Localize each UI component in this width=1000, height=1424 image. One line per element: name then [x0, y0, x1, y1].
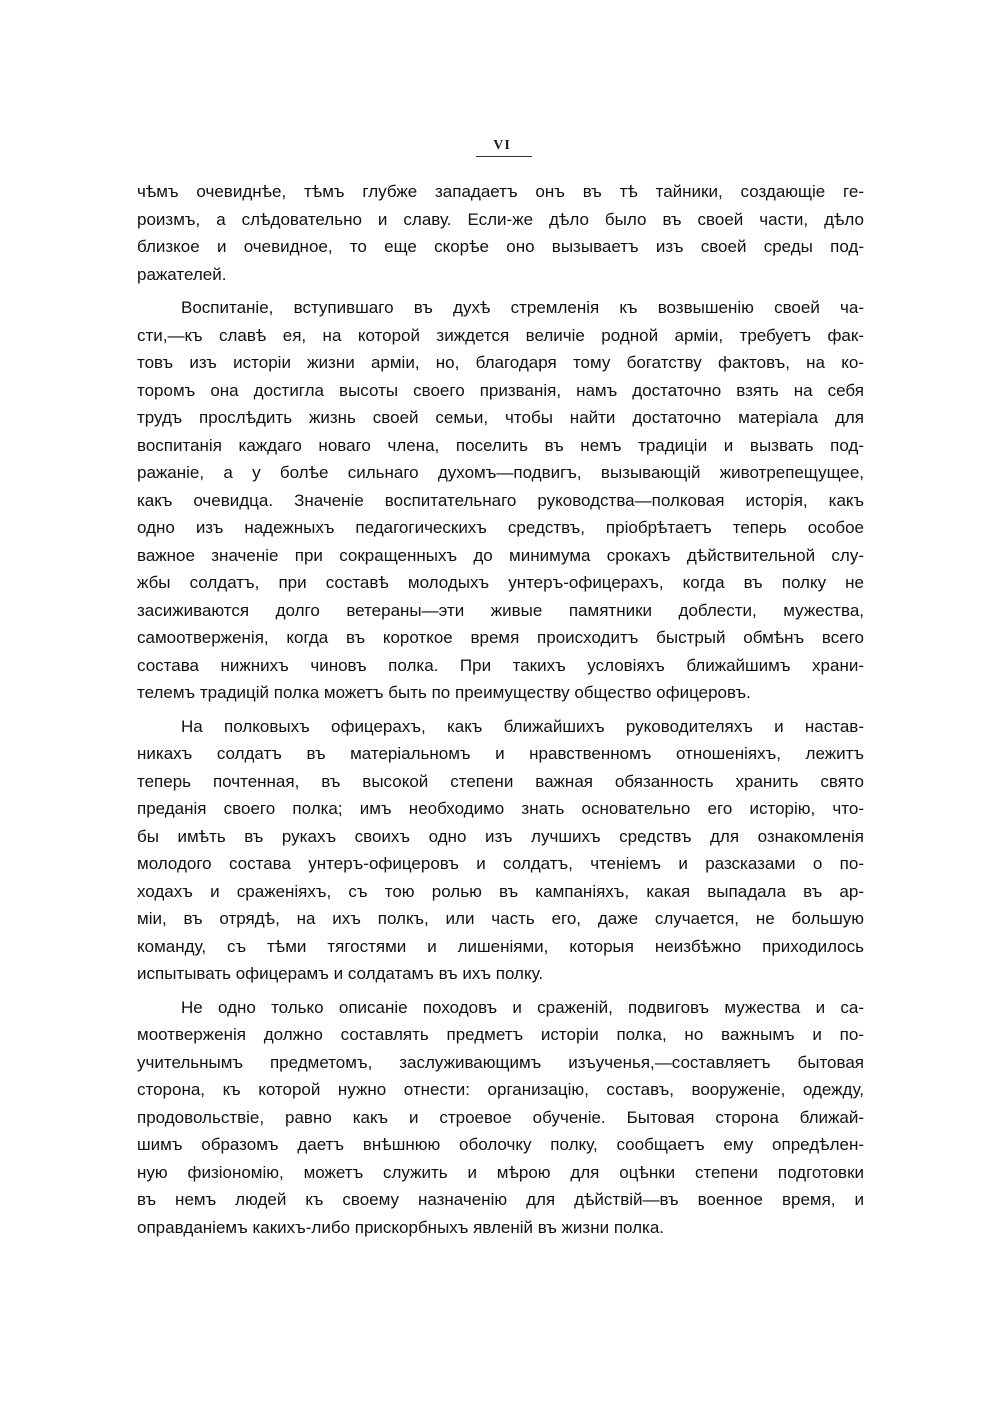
text-line: бы имѣть въ рукахъ своихъ одно изъ лучшихъ средствъ для ознакомленія: [137, 826, 864, 846]
text-line: молодого состава унтеръ-офицеровъ и солдатъ, чтеніемъ и разсказами о по-: [137, 854, 864, 873]
text-line: важное значеніе при сокращенныхъ до минимума срокахъ дѣйствительной слу-: [137, 545, 864, 565]
paragraph-2: [137, 294, 864, 707]
text-line: моотверженія должно составлять предметъ исторіи полка, но важнымъ и по-: [137, 1025, 864, 1044]
text-line: товъ изъ исторіи жизни арміи, но, благодаря тому богатству фактовъ, на ко-: [137, 353, 864, 372]
body-text: [137, 178, 864, 1247]
text-line: торомъ она достигла высоты своего призванія, намъ достаточно взять на себя: [137, 380, 864, 400]
paragraph-4: [137, 994, 864, 1242]
text-line: шимъ образомъ даетъ внѣшнюю оболочку полку, сообщаетъ ему опредѣлен-: [137, 1135, 864, 1154]
page-number: VI: [493, 138, 511, 153]
text-line: состава нижнихъ чиновъ полка. При такихъ условіяхъ ближайшимъ храни-: [137, 655, 864, 675]
text-line: самоотверженія, когда въ короткое время происходитъ быстрый обмѣнъ всего: [137, 628, 864, 647]
text-line: команду, съ тѣми тягостями и лишеніями, которыя неизбѣжно приходилось: [137, 936, 864, 956]
text-line: ражателей.: [137, 264, 227, 284]
paragraph-1: [137, 178, 864, 288]
text-line: учительнымъ предметомъ, заслуживающимъ изъученья,—составляетъ бытовая: [137, 1052, 864, 1072]
text-line: преданія своего полка; имъ необходимо знать основательно его исторію, что-: [137, 799, 864, 818]
paragraph-3: [137, 713, 864, 988]
text-line: близкое и очевидное, то еще скорѣе оно вызываетъ изъ своей среды под-: [137, 237, 864, 256]
text-line: въ немъ людей къ своему назначенію для дѣйствій—въ военное время, и: [137, 1190, 864, 1209]
text-line: сти,—къ славѣ ея, на которой зиждется величіе родной арміи, требуетъ фак-: [137, 325, 864, 345]
text-line: засиживаются долго ветераны—эти живые памятники доблести, мужества,: [137, 600, 864, 620]
text-line: воспитанія каждаго новаго члена, поселить въ немъ традиціи и вызвать под-: [137, 435, 864, 455]
page-number-underline: [476, 156, 532, 157]
text-line: никахъ солдатъ въ матеріальномъ и нравственномъ отношеніяхъ, лежитъ: [137, 744, 864, 763]
text-line: трудъ прослѣдить жизнь своей семьи, чтобы найти достаточно матеріала для: [137, 408, 864, 427]
text-line: міи, въ отрядѣ, на ихъ полкъ, или часть его, даже случается, не большую: [137, 909, 864, 928]
text-line: ходахъ и сраженіяхъ, съ тою ролью въ кампаніяхъ, какая выпадала въ ар-: [137, 881, 864, 901]
text-line: испытывать офицерамъ и солдатамъ въ ихъ полку.: [137, 964, 544, 983]
text-line: Воспитаніе, вступившаго въ духѣ стремленія къ возвышенію своей ча-: [181, 298, 864, 317]
text-line: Не одно только описаніе походовъ и сраженій, подвиговъ мужества и са-: [181, 997, 864, 1017]
text-line: продовольствіе, равно какъ и строевое обученіе. Бытовая сторона ближай-: [137, 1107, 864, 1127]
text-line: какъ очевидца. Значеніе воспитательнаго руководства—полковая исторія, какъ: [137, 490, 864, 510]
text-line: оправданіемъ какихъ-либо прискорбныхъ явленій въ жизни полка.: [137, 1217, 665, 1237]
text-line: ражаніе, а у болѣе сильнаго духомъ—подвигъ, вызывающій животрепещущее,: [137, 463, 864, 482]
text-line: роизмъ, а слѣдовательно и славу. Если-же дѣло было въ своей части, дѣло: [137, 209, 864, 229]
text-line: На полковыхъ офицерахъ, какъ ближайшихъ руководителяхъ и настав-: [181, 716, 864, 736]
text-line: чѣмъ очевиднѣе, тѣмъ глубже западаетъ онъ въ тѣ тайники, создающіе ге-: [137, 182, 864, 201]
text-line: жбы солдатъ, при составѣ молодыхъ унтеръ-офицерахъ, когда въ полку не: [137, 573, 864, 592]
text-line: сторона, къ которой нужно отнести: организацію, составъ, вооруженіе, одежду,: [137, 1080, 864, 1099]
text-line: одно изъ надежныхъ педагогическихъ средствъ, пріобрѣтаетъ теперь особое: [137, 518, 864, 537]
text-line: теперь почтенная, въ высокой степени важная обязанность хранить свято: [137, 771, 864, 791]
text-line: телемъ традицій полка можетъ быть по преимуществу общество офицеровъ.: [137, 683, 751, 702]
text-line: ную физіономію, можетъ служить и мѣрою для оцѣнки степени подготовки: [137, 1162, 864, 1182]
